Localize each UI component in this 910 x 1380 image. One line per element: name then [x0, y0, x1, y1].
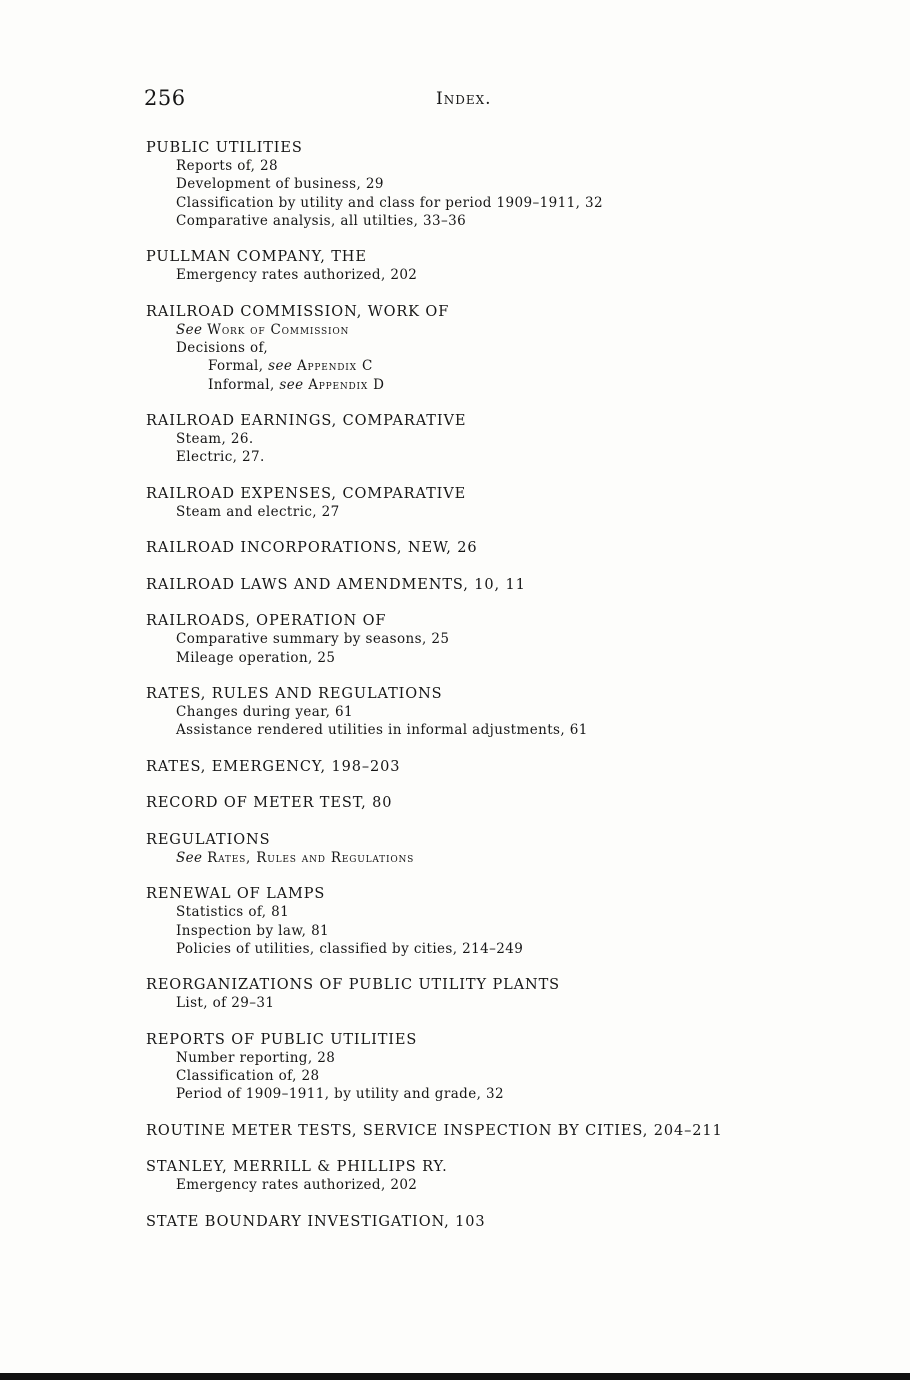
index-entry [146, 885, 846, 958]
index-heading: PULLMAN COMPANY, THE [146, 249, 367, 266]
index-heading: STATE BOUNDARY INVESTIGATION, 103 [146, 1213, 486, 1230]
see-reference-word: see [279, 376, 304, 393]
cross-reference: Appendix D [308, 376, 385, 393]
index-subentry: Comparative analysis, all utilties, 33–36 [176, 212, 467, 229]
page-number: 256 [144, 86, 186, 110]
index-subentry: Statistics of, 81 [176, 904, 290, 921]
index-subentry: Decisions of, [176, 340, 269, 357]
index-subentry: Inspection by law, 81 [176, 922, 330, 939]
index-heading: REPORTS OF PUBLIC UTILITIES [146, 1031, 418, 1048]
see-reference-word: See [176, 322, 203, 338]
see-reference-word: see [268, 358, 293, 375]
index-entry [146, 576, 846, 594]
index-heading: REGULATIONS [146, 831, 271, 848]
see-reference-word: See [176, 849, 203, 866]
page-header [144, 86, 820, 116]
index-heading: RAILROAD EXPENSES, COMPARATIVE [146, 485, 467, 502]
index-subentry: Classification of, 28 [176, 1068, 320, 1085]
index-heading: STANLEY, MERRILL & PHILLIPS RY. [146, 1159, 448, 1176]
subentry-label: Formal, [208, 358, 264, 375]
index-subentry: Development of business, 29 [176, 176, 384, 193]
subentry-label: Informal, [208, 376, 275, 393]
index-heading: RAILROAD COMMISSION, WORK OF [146, 303, 450, 320]
index-entry [146, 139, 846, 230]
index-heading: REORGANIZATIONS OF PUBLIC UTILITY PLANTS [146, 977, 561, 994]
index-entry [146, 1158, 846, 1194]
index-heading: PUBLIC UTILITIES [146, 140, 303, 156]
index-entry [146, 685, 846, 740]
index-heading: RATES, RULES AND REGULATIONS [146, 685, 443, 702]
index-subentry: Changes during year, 61 [176, 704, 353, 721]
index-entry [146, 485, 846, 521]
index-subentry [146, 376, 846, 394]
index-entry [146, 303, 846, 394]
index-entry [146, 1213, 846, 1231]
cross-reference: Appendix C [296, 358, 374, 375]
index-subentry: Comparative summary by seasons, 25 [176, 631, 450, 648]
index-subentry: Classification by utility and class for period 1909–1911, 32 [176, 194, 603, 211]
index-entry [146, 976, 846, 1012]
index-heading: ROUTINE METER TESTS, SERVICE INSPECTION BY CITIES, 204–211 [146, 1122, 723, 1139]
cross-reference: Rates, Rules and Regulations [207, 849, 415, 866]
index-heading: RATES, EMERGENCY, 198–203 [146, 758, 401, 775]
scan-edge [0, 1373, 910, 1380]
index-list [146, 139, 846, 1249]
index-subentry: List, of 29–31 [176, 995, 275, 1012]
index-subentry: Policies of utilities, classified by cities, 214–249 [176, 940, 524, 957]
index-heading: RAILROADS, OPERATION OF [146, 613, 387, 630]
index-subentry [146, 849, 846, 867]
index-entry [146, 412, 846, 467]
index-subentry: Emergency rates authorized, 202 [176, 1177, 418, 1194]
index-subentry [146, 357, 846, 375]
index-entry [146, 539, 846, 557]
index-entry [146, 612, 846, 667]
index-subentry: Mileage operation, 25 [176, 649, 336, 666]
index-entry [146, 248, 846, 284]
index-subentry: Period of 1909–1911, by utility and grade, 32 [176, 1086, 504, 1103]
index-subentry [146, 321, 846, 339]
index-heading: RAILROAD LAWS AND AMENDMENTS, 10, 11 [146, 576, 526, 593]
index-entry [146, 1031, 846, 1104]
index-heading: RENEWAL OF LAMPS [146, 886, 326, 903]
index-heading: RAILROAD INCORPORATIONS, NEW, 26 [146, 540, 478, 557]
index-subentry: Steam and electric, 27 [176, 504, 340, 520]
index-subentry: Steam, 26. [176, 431, 254, 448]
running-title: Index. [436, 89, 492, 109]
index-subentry: Emergency rates authorized, 202 [176, 267, 418, 284]
index-entry [146, 758, 846, 776]
index-subentry: Reports of, 28 [176, 158, 279, 175]
index-subentry: Assistance rendered utilities in informal adjustments, 61 [176, 722, 588, 739]
index-heading: RECORD OF METER TEST, 80 [146, 795, 393, 812]
index-entry [146, 1122, 846, 1140]
index-entry [146, 831, 846, 867]
cross-reference: Work of Commission [207, 322, 350, 338]
index-entry [146, 794, 846, 812]
index-heading: RAILROAD EARNINGS, COMPARATIVE [146, 413, 467, 429]
index-subentry: Electric, 27. [176, 449, 265, 466]
index-subentry: Number reporting, 28 [176, 1049, 336, 1066]
